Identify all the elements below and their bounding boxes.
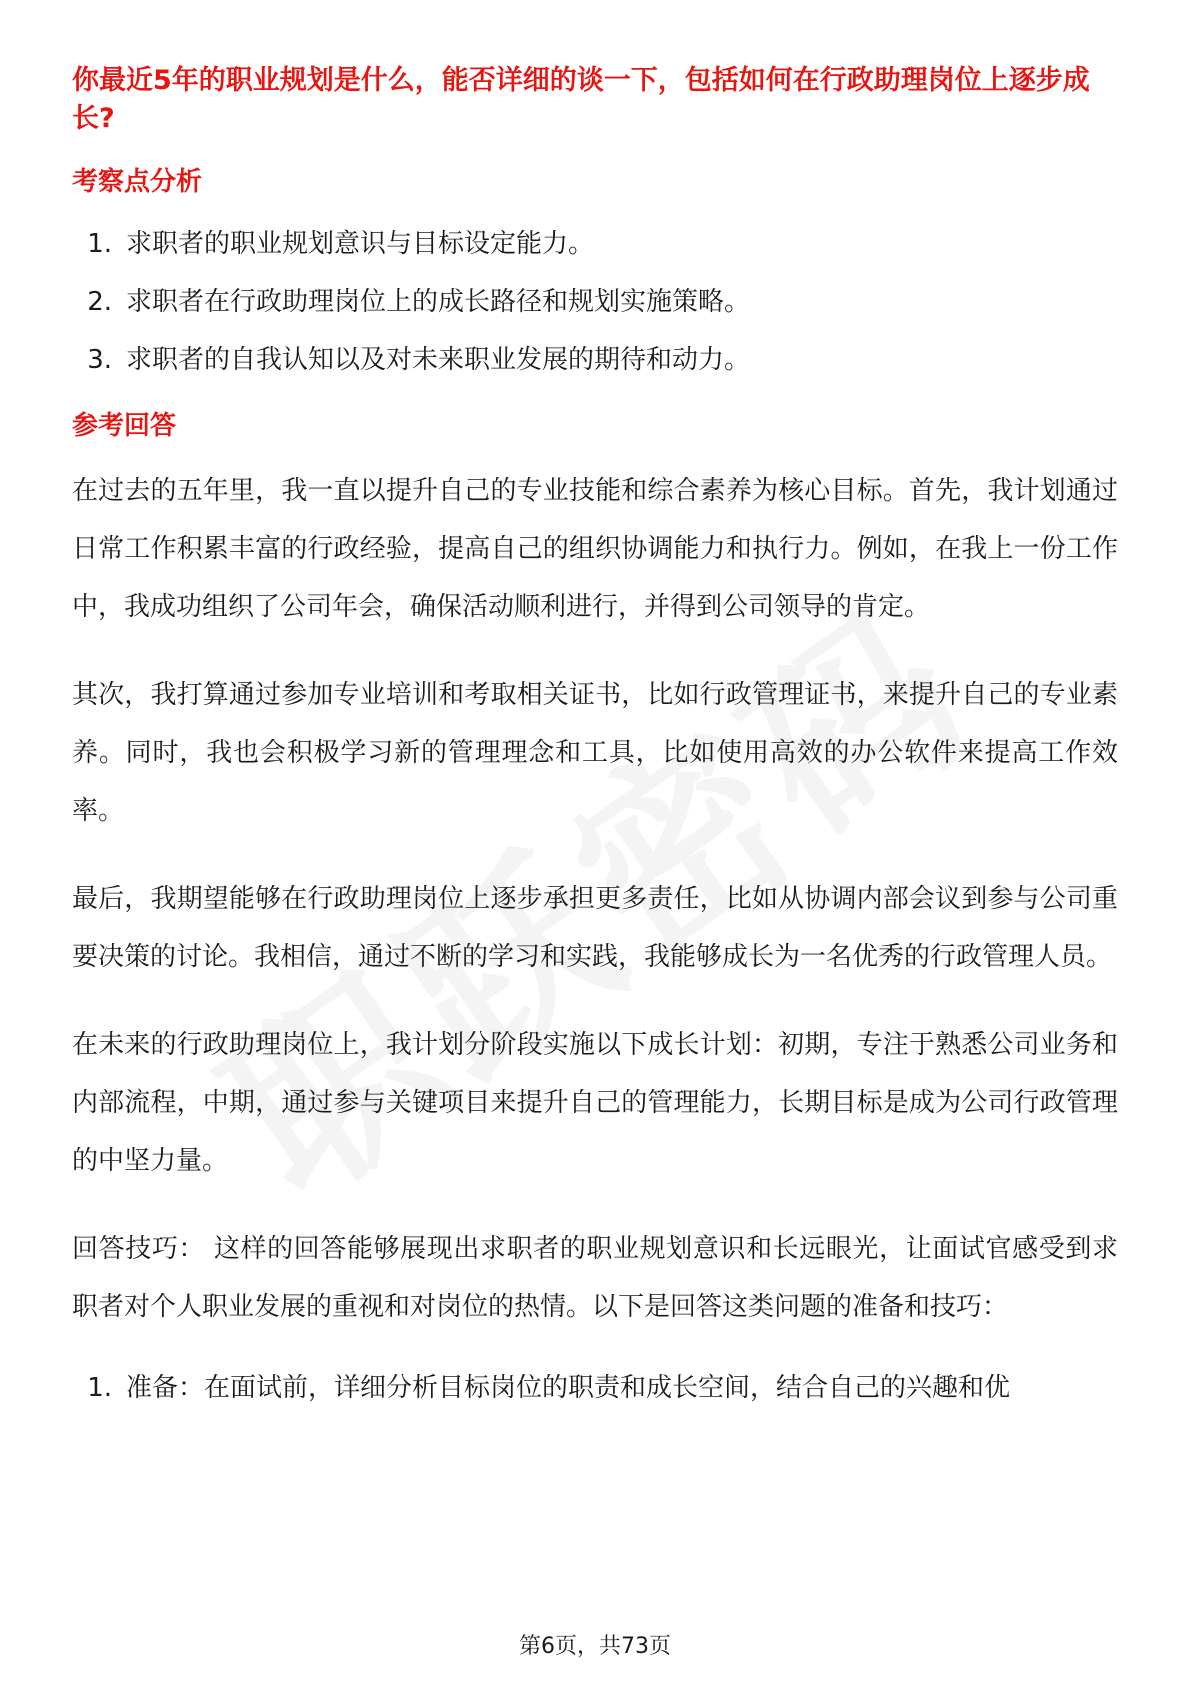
list-number: 2. bbox=[87, 287, 112, 317]
answer-paragraph: 在过去的五年里，我一直以提升自己的专业技能和综合素养为核心目标。首先，我计划通过日常工作积累丰富的行政经验，提高自己的组织协调能力和执行力。例如，在我上一份工作中，我成功组织了公司年会，确保活动顺利进行，并得到公司领导的肯定。 bbox=[72, 476, 1118, 622]
list-text: 准备：在面试前，详细分析目标岗位的职责和成长空间，结合自己的兴趣和优 bbox=[126, 1373, 1011, 1403]
answer-heading: 参考回答 bbox=[72, 411, 177, 441]
answer-paragraph: 在未来的行政助理岗位上，我计划分阶段实施以下成长计划：初期，专注于熟悉公司业务和内部流程，中期，通过参与关键项目来提升自己的管理能力，长期目标是成为公司行政管理的中坚力量。 bbox=[72, 1030, 1118, 1176]
question-title: 你最近5年的职业规划是什么，能否详细的谈一下，包括如何在行政助理岗位上逐步成长? bbox=[72, 65, 1090, 134]
answer-paragraph: 其次，我打算通过参加专业培训和考取相关证书，比如行政管理证书，来提升自己的专业素养。同时，我也会积极学习新的管理理念和工具，比如使用高效的办公软件来提高工作效率。 bbox=[72, 680, 1118, 826]
list-item bbox=[72, 284, 1118, 320]
list-text: 求职者的自我认知以及对未来职业发展的期待和动力。 bbox=[126, 345, 751, 375]
list-number: 3. bbox=[87, 345, 112, 375]
list-number: 1. bbox=[87, 1373, 112, 1403]
list-text: 求职者的职业规划意识与目标设定能力。 bbox=[126, 229, 595, 259]
answer-paragraph: 最后，我期望能够在行政助理岗位上逐步承担更多责任，比如从协调内部会议到参与公司重要决策的讨论。我相信，通过不断的学习和实践，我能够成长为一名优秀的行政管理人员。 bbox=[72, 884, 1118, 972]
list-item bbox=[72, 226, 1118, 262]
tips-list bbox=[72, 1370, 1118, 1406]
page-number: 第6页，共73页 bbox=[519, 1634, 671, 1659]
list-number: 1. bbox=[87, 229, 112, 259]
list-item bbox=[72, 342, 1118, 378]
list-text: 求职者在行政助理岗位上的成长路径和规划实施策略。 bbox=[126, 287, 751, 317]
answer-tips-paragraph: 回答技巧： 这样的回答能够展现出求职者的职业规划意识和长远眼光，让面试官感受到求职者对个人职业发展的重视和对岗位的热情。以下是回答这类问题的准备和技巧： bbox=[72, 1234, 1118, 1322]
document-page bbox=[72, 62, 1118, 1428]
analysis-heading: 考察点分析 bbox=[72, 167, 203, 197]
analysis-list bbox=[72, 226, 1118, 378]
list-item bbox=[72, 1370, 1118, 1406]
